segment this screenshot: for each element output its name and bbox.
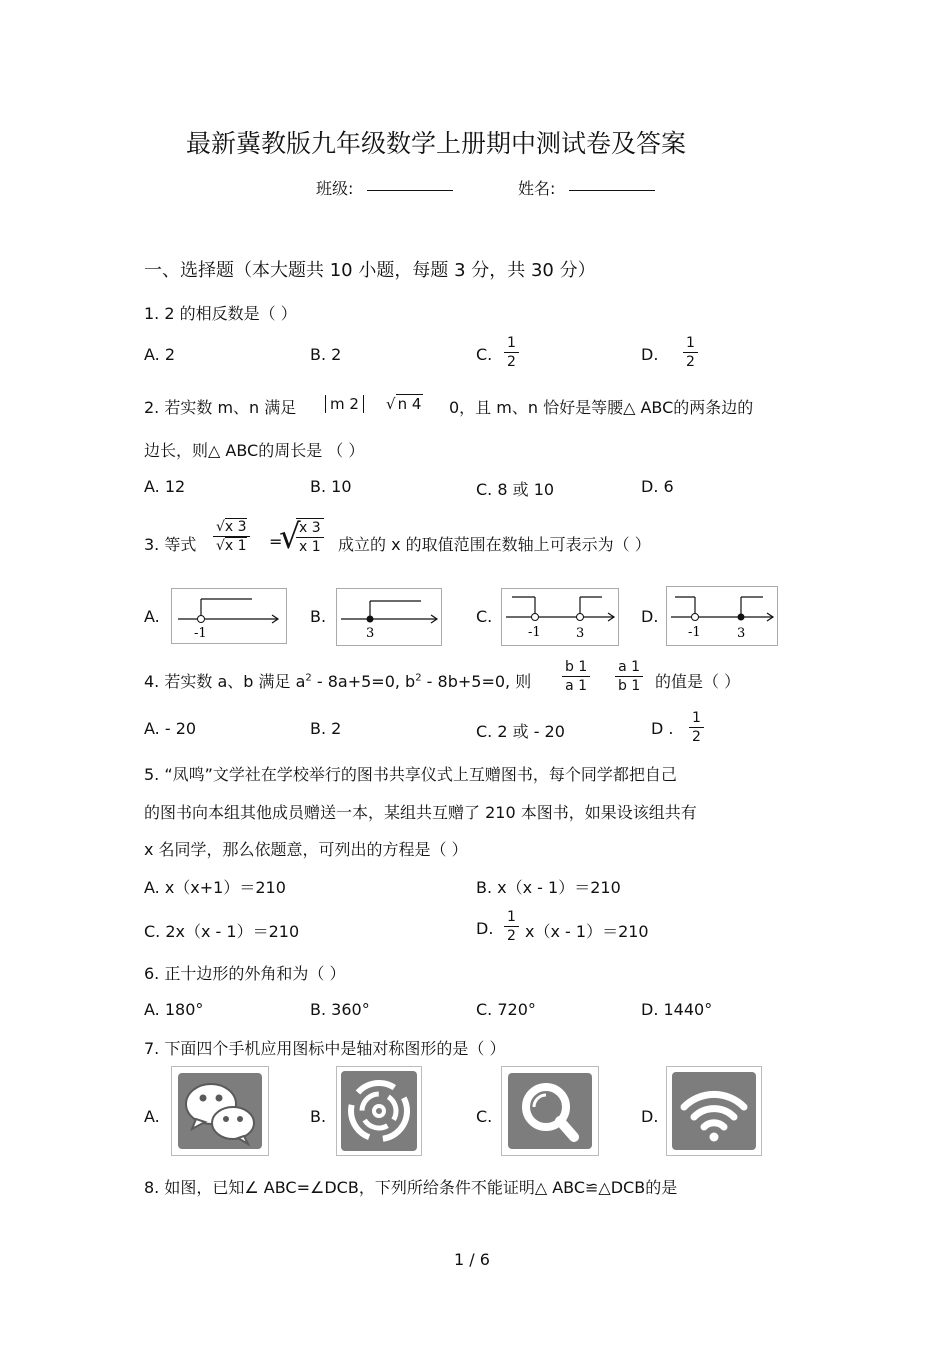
fraction-numerator: 1 — [504, 334, 519, 353]
fraction-denominator: 2 — [692, 729, 701, 745]
fraction-numerator: x 3 — [296, 519, 324, 538]
q5-option-c: C. 2x（x - 1）＝210 — [144, 922, 300, 941]
sqrt-radicand: n 4 — [397, 395, 422, 413]
fraction-denominator: b 1 — [618, 678, 641, 694]
q1-option-a: A. 2 — [144, 345, 176, 364]
wifi-icon — [667, 1067, 761, 1155]
q5-option-d-rest: x（x - 1）＝210 — [525, 922, 649, 941]
q2-stem-line2: 边长，则△ ABC的周长是 （ ） — [144, 441, 365, 460]
q7-option-d: D. — [641, 1107, 659, 1126]
q2-option-b: B. 10 — [310, 477, 352, 496]
sqrt-icon: √ — [279, 517, 301, 557]
q4-option-c: C. 2 或 - 20 — [476, 722, 565, 741]
q7-option-c: C. — [476, 1107, 493, 1126]
fraction-denominator: √x 1 — [216, 538, 247, 554]
fraction-numerator: 1 — [683, 334, 698, 353]
superscript: 2 — [305, 672, 312, 684]
q5-option-b: B. x（x - 1）＝210 — [476, 878, 621, 897]
tick-label: 3 — [366, 626, 375, 641]
q1-c-fraction — [504, 334, 519, 371]
q1-stem: 1. 2 的相反数是（ ） — [144, 304, 297, 323]
sqrt-icon: √ — [386, 395, 396, 413]
q3-number-line-c — [501, 588, 619, 646]
radicand: x 1 — [224, 538, 247, 554]
q1-option-c: C. — [476, 345, 493, 364]
q3-option-b: B. — [310, 607, 327, 626]
q5-option-d: D. — [476, 919, 494, 938]
q5-line1: 5. “凤鸣”文学社在学校举行的图书共享仪式上互赠图书，每个同学都把自己 — [144, 765, 677, 784]
superscript: 2 — [415, 672, 422, 684]
q5-line3: x 名同学，那么依题意，可列出的方程是（ ） — [144, 840, 468, 859]
q7-icon-b-frame — [336, 1066, 422, 1156]
q7-option-b: B. — [310, 1107, 327, 1126]
q5-line2: 的图书向本组其他成员赠送一本，某组共互赠了 210 本图书，如果设该组共有 — [144, 803, 697, 822]
q7-icon-a-frame — [171, 1066, 269, 1156]
q5-d-fraction — [504, 908, 519, 945]
q1-option-b: B. 2 — [310, 345, 342, 364]
q4-stem-end: 的值是（ ） — [655, 672, 741, 691]
fraction-numerator: 1 — [504, 908, 519, 927]
q4-stem-b: - 8a+5=0, b — [311, 672, 416, 691]
tick-label: -1 — [194, 626, 207, 641]
q6-stem: 6. 正十边形的外角和为（ ） — [144, 964, 346, 983]
q2-sqrt — [386, 395, 423, 413]
q3-option-d: D. — [641, 607, 659, 626]
q3-left-fraction — [213, 518, 250, 555]
q4-stem — [144, 669, 531, 692]
q3-option-a: A. — [144, 607, 160, 626]
swirl-icon — [337, 1067, 421, 1155]
q4-stem-c: - 8b+5=0, 则 — [421, 672, 532, 691]
tick-label: 3 — [576, 626, 585, 641]
name-blank — [569, 189, 655, 191]
q3-number-line-d — [666, 586, 778, 646]
q2-stem-end: 0，且 m、n 恰好是等腰△ ABC的两条边的 — [449, 398, 754, 417]
q2-option-c: C. 8 或 10 — [476, 480, 555, 499]
q4-option-b: B. 2 — [310, 719, 342, 738]
q1-d-fraction — [683, 334, 698, 371]
q4-fraction-1 — [562, 658, 590, 695]
q3-equals: = — [269, 532, 283, 551]
fraction-numerator: 1 — [689, 709, 704, 728]
class-blank — [367, 189, 453, 191]
q2-absolute-value — [325, 395, 364, 413]
tick-label: 3 — [737, 626, 746, 641]
q1-option-d: D. — [641, 345, 659, 364]
radicand: x 3 — [224, 519, 247, 535]
q6-option-c: C. 720° — [476, 1000, 536, 1019]
wechat-icon — [172, 1067, 268, 1155]
fraction-denominator: a 1 — [565, 678, 588, 694]
fraction-denominator: 2 — [507, 928, 516, 944]
q7-icon-d-frame — [666, 1066, 762, 1156]
q2-stem-start: 2. 若实数 m、n 满足 — [144, 398, 297, 417]
fraction-numerator: a 1 — [615, 658, 643, 677]
q3-number-line-b — [336, 588, 442, 646]
q4-d-fraction — [689, 709, 704, 746]
q7-icon-c-frame — [501, 1066, 599, 1156]
class-label: 班级: — [316, 179, 354, 198]
q3-right-fraction — [296, 518, 324, 556]
page-number: 1 / 6 — [454, 1250, 490, 1269]
q6-option-b: B. 360° — [310, 1000, 370, 1019]
q7-stem: 7. 下面四个手机应用图标中是轴对称图形的是（ ） — [144, 1039, 506, 1058]
section-heading: 一、选择题（本大题共 10 小题，每题 3 分，共 30 分） — [144, 260, 596, 281]
tick-label: -1 — [528, 625, 541, 640]
q3-stem-end: 成立的 x 的取值范围在数轴上可表示为（ ） — [338, 535, 651, 554]
q2-option-d: D. 6 — [641, 477, 674, 496]
magnifier-icon — [502, 1067, 598, 1155]
q2-option-a: A. 12 — [144, 477, 186, 496]
q8-stem: 8. 如图，已知∠ ABC=∠DCB，下列所给条件不能证明△ ABC≌△DCB的是 — [144, 1178, 678, 1197]
q4-option-d: D . — [651, 719, 674, 738]
q5-option-a: A. x（x+1）＝210 — [144, 878, 286, 897]
q7-option-a: A. — [144, 1107, 160, 1126]
tick-label: -1 — [688, 625, 701, 640]
fraction-numerator: b 1 — [562, 658, 590, 677]
q4-stem-a: 4. 若实数 a、b 满足 a — [144, 672, 306, 691]
page-title: 最新冀教版九年级数学上册期中测试卷及答案 — [186, 129, 687, 158]
fraction-denominator: 2 — [686, 354, 695, 370]
fraction-denominator: 2 — [507, 354, 516, 370]
q3-stem-start: 3. 等式 — [144, 535, 197, 554]
name-field — [518, 176, 655, 199]
fraction-numerator: √x 3 — [213, 518, 250, 537]
q6-option-d: D. 1440° — [641, 1000, 713, 1019]
name-label: 姓名: — [518, 179, 556, 198]
class-field — [316, 176, 453, 199]
q4-fraction-2 — [615, 658, 643, 695]
fraction-denominator: x 1 — [299, 539, 321, 555]
q3-option-c: C. — [476, 607, 493, 626]
abs-expression: m 2 — [325, 395, 364, 413]
q4-option-a: A. - 20 — [144, 719, 197, 738]
q6-option-a: A. 180° — [144, 1000, 204, 1019]
q3-number-line-a — [171, 588, 287, 644]
